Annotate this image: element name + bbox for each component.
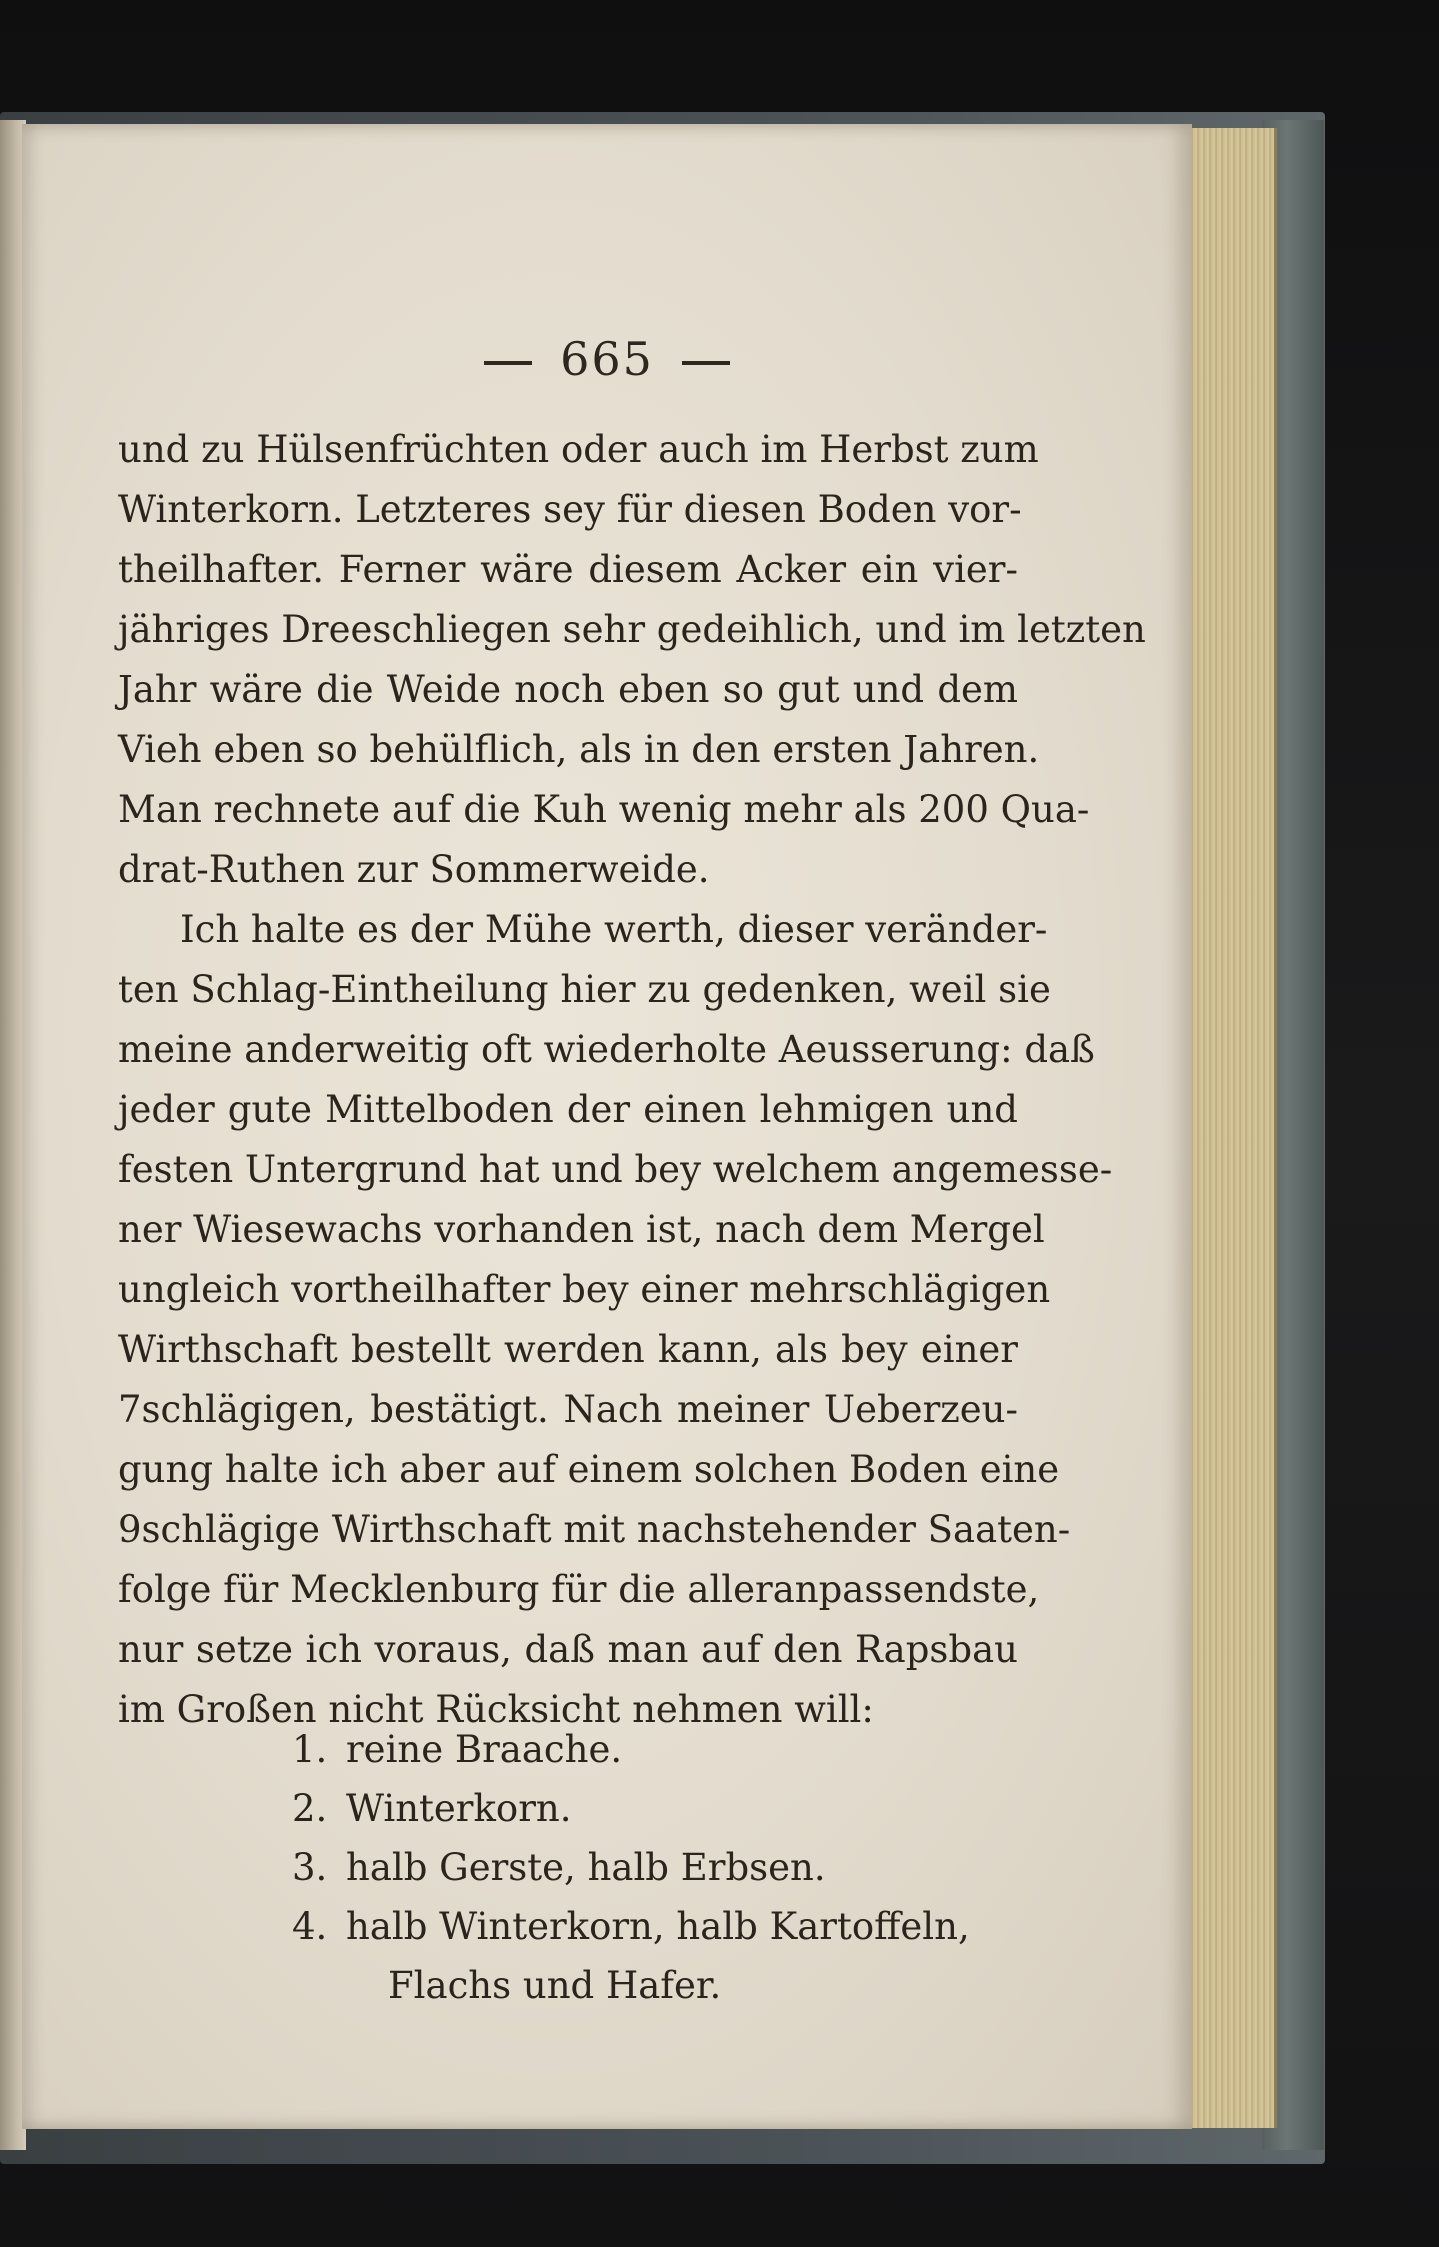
- list-text: Winterkorn.: [346, 1787, 572, 1830]
- list-number: 2.: [292, 1787, 328, 1830]
- page-stack-edges: [1182, 128, 1277, 2128]
- text-line: Wirthschaft bestellt werden kann, als bey einer: [118, 1328, 1018, 1371]
- list-text: halb Gerste, halb Erbsen.: [346, 1846, 826, 1889]
- text-line: Man rechnete auf die Kuh wenig mehr als 200 Qua-: [118, 788, 1090, 831]
- crop-rotation-list: [292, 1720, 1032, 2015]
- list-item-continuation: Flachs und Hafer.: [388, 1964, 722, 2007]
- text-line: 7schlägigen, bestätigt. Nach meiner Ueberzeu-: [118, 1388, 1018, 1431]
- text-line: drat-Ruthen zur Sommerweide.: [118, 848, 710, 891]
- paragraph-1: [118, 420, 1146, 900]
- paragraph-2: [118, 900, 1113, 1740]
- page-number: [22, 332, 1192, 386]
- text-line: Jahr wäre die Weide noch eben so gut und dem: [118, 668, 1018, 711]
- text-line: nur setze ich voraus, daß man auf den Rapsbau: [118, 1628, 1018, 1671]
- list-text: reine Braache.: [346, 1728, 623, 1771]
- text-line: jähriges Dreeschliegen sehr gedeihlich, und im letzten: [118, 608, 1146, 651]
- dash-right: [682, 361, 730, 365]
- list-item: [292, 1779, 1032, 1838]
- text-line: 9schlägige Wirthschaft mit nachstehender Saaten-: [118, 1508, 1071, 1551]
- text-line: ten Schlag-Eintheilung hier zu gedenken, weil sie: [118, 968, 1051, 1011]
- list-item: [292, 1838, 1032, 1897]
- list-item: [292, 1720, 1032, 1779]
- list-item: [292, 1897, 1032, 1956]
- text-line: folge für Mecklenburg für die alleranpassendste,: [118, 1568, 1040, 1611]
- list-number: 3.: [292, 1846, 328, 1889]
- book-page: [22, 124, 1192, 2129]
- text-line: ner Wiesewachs vorhanden ist, nach dem Mergel: [118, 1208, 1045, 1251]
- text-line: ungleich vortheilhafter bey einer mehrschlägigen: [118, 1268, 1051, 1311]
- text-line: meine anderweitig oft wiederholte Aeusserung: daß: [118, 1028, 1095, 1071]
- text-line: jeder gute Mittelboden der einen lehmigen und: [118, 1088, 1018, 1131]
- text-line: im Großen nicht Rücksicht nehmen will:: [118, 1688, 874, 1731]
- body-text: [118, 420, 1146, 1740]
- text-line: Winterkorn. Letzteres sey für diesen Boden vor-: [118, 488, 1022, 531]
- dash-left: [484, 361, 532, 365]
- text-line: festen Untergrund hat und bey welchem angemesse-: [118, 1148, 1113, 1191]
- text-line: Ich halte es der Mühe werth, dieser veränder-: [180, 908, 1048, 951]
- list-text: halb Winterkorn, halb Kartoffeln,: [346, 1905, 970, 1948]
- text-line: theilhafter. Ferner wäre diesem Acker ein vier-: [118, 548, 1018, 591]
- text-line: gung halte ich aber auf einem solchen Boden eine: [118, 1448, 1060, 1491]
- list-number: 1.: [292, 1728, 328, 1771]
- page-number-value: 665: [560, 332, 654, 386]
- list-number: 4.: [292, 1905, 328, 1948]
- text-line: und zu Hülsenfrüchten oder auch im Herbst zum: [118, 428, 1039, 471]
- text-line: Vieh eben so behülflich, als in den ersten Jahren.: [118, 728, 1040, 771]
